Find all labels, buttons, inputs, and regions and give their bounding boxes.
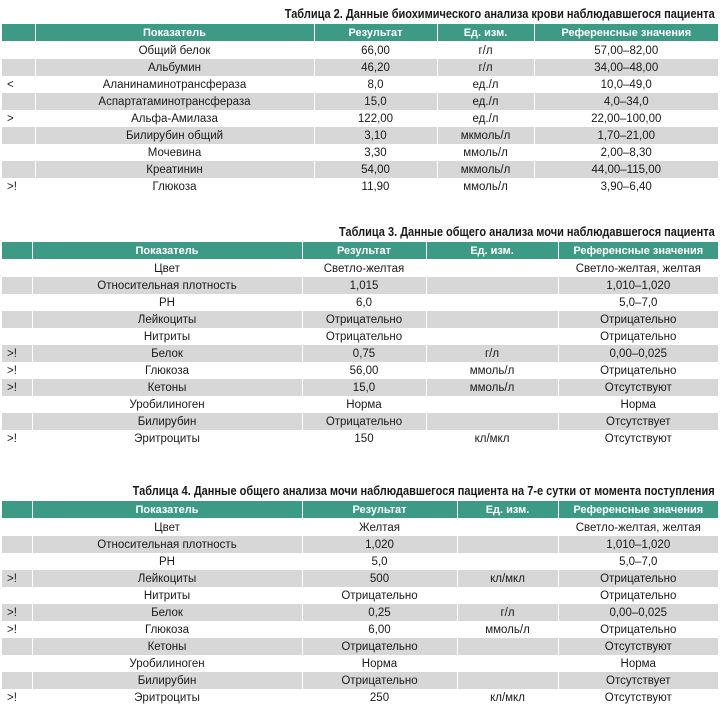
cell-result: Отрицательно bbox=[302, 311, 426, 328]
cell-flag bbox=[2, 413, 32, 430]
cell-reference: Отрицательно bbox=[558, 570, 718, 587]
header-reference: Референсные значения bbox=[558, 501, 718, 519]
cell-result: 3,10 bbox=[314, 127, 437, 144]
cell-indicator: Эритроциты bbox=[32, 430, 302, 447]
cell-result: 15,0 bbox=[302, 379, 426, 396]
table-row bbox=[2, 519, 718, 537]
cell-unit bbox=[426, 396, 558, 413]
cell-unit bbox=[457, 519, 558, 537]
table-row bbox=[2, 110, 718, 127]
cell-result: 0,75 bbox=[302, 345, 426, 362]
cell-reference: Отсутствуют bbox=[558, 379, 718, 396]
cell-unit: ед./л bbox=[437, 110, 534, 127]
cell-indicator: Уробилиноген bbox=[32, 655, 302, 672]
table-row bbox=[2, 638, 718, 655]
cell-reference: Отсутствует bbox=[558, 413, 718, 430]
cell-flag: >! bbox=[2, 345, 32, 362]
cell-unit: кл/мкл bbox=[426, 430, 558, 447]
table2-header-row bbox=[2, 24, 718, 42]
cell-flag: > bbox=[2, 110, 35, 127]
cell-indicator: Креатинин bbox=[35, 161, 314, 178]
cell-unit: г/л bbox=[457, 604, 558, 621]
table2-section bbox=[0, 4, 720, 195]
table-row bbox=[2, 42, 718, 60]
table-row bbox=[2, 604, 718, 621]
cell-indicator: Билирубин общий bbox=[35, 127, 314, 144]
cell-flag bbox=[2, 672, 32, 689]
cell-reference: Отрицательно bbox=[558, 362, 718, 379]
cell-flag bbox=[2, 328, 32, 345]
cell-reference: 1,010–1,020 bbox=[558, 277, 718, 294]
cell-reference: 4,0–34,0 bbox=[534, 93, 718, 110]
header-unit: Ед. изм. bbox=[457, 501, 558, 519]
header-result: Результат bbox=[314, 24, 437, 42]
table-row bbox=[2, 536, 718, 553]
cell-unit bbox=[426, 277, 558, 294]
header-reference: Референсные значения bbox=[534, 24, 718, 42]
cell-flag: >! bbox=[2, 689, 32, 706]
cell-result: 6,00 bbox=[302, 621, 457, 638]
cell-flag bbox=[2, 277, 32, 294]
cell-result: 1,015 bbox=[302, 277, 426, 294]
cell-flag: >! bbox=[2, 604, 32, 621]
cell-unit bbox=[457, 536, 558, 553]
cell-indicator: Глюкоза bbox=[32, 621, 302, 638]
header-reference: Референсные значения bbox=[558, 242, 718, 260]
cell-flag bbox=[2, 42, 35, 60]
cell-indicator: Альфа-Амилаза bbox=[35, 110, 314, 127]
cell-unit: ммоль/л bbox=[457, 621, 558, 638]
cell-indicator: Нитриты bbox=[32, 328, 302, 345]
cell-indicator: PH bbox=[32, 553, 302, 570]
table-row bbox=[2, 379, 718, 396]
cell-flag bbox=[2, 638, 32, 655]
cell-indicator: Альбумин bbox=[35, 59, 314, 76]
header-indicator: Показатель bbox=[32, 501, 302, 519]
cell-indicator: Глюкоза bbox=[35, 178, 314, 195]
cell-unit: ед./л bbox=[437, 93, 534, 110]
cell-reference: Норма bbox=[558, 655, 718, 672]
cell-unit: ед./л bbox=[437, 76, 534, 93]
cell-reference: Норма bbox=[558, 396, 718, 413]
table-row bbox=[2, 621, 718, 638]
cell-flag: >! bbox=[2, 621, 32, 638]
cell-indicator: Аспартатаминотрансфераза bbox=[35, 93, 314, 110]
table3 bbox=[2, 242, 718, 447]
cell-flag: >! bbox=[2, 570, 32, 587]
cell-result: 1,020 bbox=[302, 536, 457, 553]
cell-unit bbox=[457, 553, 558, 570]
cell-indicator: Глюкоза bbox=[32, 362, 302, 379]
cell-unit: кл/мкл bbox=[457, 570, 558, 587]
cell-indicator: Лейкоциты bbox=[32, 570, 302, 587]
table-row bbox=[2, 311, 718, 328]
cell-indicator: Белок bbox=[32, 604, 302, 621]
cell-unit bbox=[457, 655, 558, 672]
cell-indicator: Кетоны bbox=[32, 638, 302, 655]
cell-unit bbox=[426, 413, 558, 430]
table-row bbox=[2, 570, 718, 587]
table-row bbox=[2, 277, 718, 294]
cell-indicator: Общий белок bbox=[35, 42, 314, 60]
table-row bbox=[2, 430, 718, 447]
cell-result: 54,00 bbox=[314, 161, 437, 178]
cell-indicator: Кетоны bbox=[32, 379, 302, 396]
table-row bbox=[2, 396, 718, 413]
cell-reference: Отрицательно bbox=[558, 587, 718, 604]
cell-indicator: PH bbox=[32, 294, 302, 311]
cell-flag bbox=[2, 396, 32, 413]
cell-reference: 2,00–8,30 bbox=[534, 144, 718, 161]
cell-reference: 5,0–7,0 bbox=[558, 553, 718, 570]
cell-reference: 1,010–1,020 bbox=[558, 536, 718, 553]
cell-reference: 57,00–82,00 bbox=[534, 42, 718, 60]
cell-reference: Отсутствуют bbox=[558, 689, 718, 706]
table-row bbox=[2, 294, 718, 311]
cell-result: 6,0 bbox=[302, 294, 426, 311]
table3-header-row bbox=[2, 242, 718, 260]
header-indicator: Показатель bbox=[32, 242, 302, 260]
cell-flag: >! bbox=[2, 362, 32, 379]
cell-reference: Отрицательно bbox=[558, 328, 718, 345]
table4-header-row bbox=[2, 501, 718, 519]
table3-section bbox=[0, 222, 720, 447]
header-unit: Ед. изм. bbox=[426, 242, 558, 260]
cell-result: 8,0 bbox=[314, 76, 437, 93]
cell-unit bbox=[426, 260, 558, 278]
table-row bbox=[2, 672, 718, 689]
cell-reference: 34,00–48,00 bbox=[534, 59, 718, 76]
cell-flag bbox=[2, 294, 32, 311]
cell-reference: Отсутствуют bbox=[558, 638, 718, 655]
cell-reference: 22,00–100,00 bbox=[534, 110, 718, 127]
cell-unit bbox=[457, 587, 558, 604]
cell-reference: Светло-желтая, желтая bbox=[558, 519, 718, 537]
cell-flag bbox=[2, 144, 35, 161]
cell-result: 56,00 bbox=[302, 362, 426, 379]
cell-reference: 0,00–0,025 bbox=[558, 345, 718, 362]
cell-flag: >! bbox=[2, 379, 32, 396]
cell-flag bbox=[2, 161, 35, 178]
cell-result: Отрицательно bbox=[302, 672, 457, 689]
cell-result: Желтая bbox=[302, 519, 457, 537]
cell-unit: г/л bbox=[426, 345, 558, 362]
cell-result: Отрицательно bbox=[302, 413, 426, 430]
cell-result: 15,0 bbox=[314, 93, 437, 110]
cell-result: 122,00 bbox=[314, 110, 437, 127]
cell-unit: г/л bbox=[437, 42, 534, 60]
table2-title: Таблица 2. Данные биохимического анализа крови наблюдавшегося пациента bbox=[284, 7, 715, 21]
table-row bbox=[2, 328, 718, 345]
cell-flag: >! bbox=[2, 178, 35, 195]
cell-result: 0,25 bbox=[302, 604, 457, 621]
cell-indicator: Эритроциты bbox=[32, 689, 302, 706]
cell-flag bbox=[2, 93, 35, 110]
cell-reference: 10,0–49,0 bbox=[534, 76, 718, 93]
cell-indicator: Лейкоциты bbox=[32, 311, 302, 328]
cell-unit bbox=[426, 328, 558, 345]
cell-unit bbox=[457, 672, 558, 689]
table-row bbox=[2, 362, 718, 379]
cell-indicator: Белок bbox=[32, 345, 302, 362]
cell-result: Светло-желтая bbox=[302, 260, 426, 278]
cell-flag bbox=[2, 127, 35, 144]
table-row bbox=[2, 93, 718, 110]
cell-reference: Светло-желтая, желтая bbox=[558, 260, 718, 278]
cell-indicator: Аланинаминотрансфераза bbox=[35, 76, 314, 93]
cell-unit: мкмоль/л bbox=[437, 161, 534, 178]
cell-flag bbox=[2, 59, 35, 76]
table-row bbox=[2, 144, 718, 161]
table4 bbox=[2, 501, 718, 706]
table-row bbox=[2, 655, 718, 672]
cell-result: Отрицательно bbox=[302, 638, 457, 655]
table-row bbox=[2, 127, 718, 144]
cell-reference: 3,90–6,40 bbox=[534, 178, 718, 195]
cell-unit bbox=[426, 311, 558, 328]
cell-unit: ммоль/л bbox=[437, 178, 534, 195]
cell-reference: 0,00–0,025 bbox=[558, 604, 718, 621]
table-row bbox=[2, 345, 718, 362]
header-indicator: Показатель bbox=[35, 24, 314, 42]
header-flag bbox=[2, 242, 32, 260]
header-result: Результат bbox=[302, 501, 457, 519]
header-result: Результат bbox=[302, 242, 426, 260]
table-row bbox=[2, 553, 718, 570]
cell-flag bbox=[2, 519, 32, 537]
cell-result: 5,0 bbox=[302, 553, 457, 570]
cell-indicator: Мочевина bbox=[35, 144, 314, 161]
header-flag bbox=[2, 24, 35, 42]
cell-result: Отрицательно bbox=[302, 328, 426, 345]
cell-indicator: Уробилиноген bbox=[32, 396, 302, 413]
cell-unit bbox=[426, 294, 558, 311]
cell-result: Отрицательно bbox=[302, 587, 457, 604]
cell-flag bbox=[2, 311, 32, 328]
cell-result: 500 bbox=[302, 570, 457, 587]
cell-result: 150 bbox=[302, 430, 426, 447]
cell-indicator: Цвет bbox=[32, 260, 302, 278]
cell-reference: 44,00–115,00 bbox=[534, 161, 718, 178]
cell-reference: Отсутствуют bbox=[558, 430, 718, 447]
header-unit: Ед. изм. bbox=[437, 24, 534, 42]
table-row bbox=[2, 161, 718, 178]
cell-unit: ммоль/л bbox=[437, 144, 534, 161]
cell-reference: 5,0–7,0 bbox=[558, 294, 718, 311]
table-row bbox=[2, 689, 718, 706]
table2 bbox=[2, 24, 718, 195]
table-row bbox=[2, 587, 718, 604]
cell-flag bbox=[2, 260, 32, 278]
cell-indicator: Нитриты bbox=[32, 587, 302, 604]
cell-indicator: Относительная плотность bbox=[32, 536, 302, 553]
cell-result: 250 bbox=[302, 689, 457, 706]
cell-indicator: Цвет bbox=[32, 519, 302, 537]
cell-result: Норма bbox=[302, 396, 426, 413]
cell-flag bbox=[2, 655, 32, 672]
cell-reference: Отрицательно bbox=[558, 311, 718, 328]
cell-reference: Отрицательно bbox=[558, 621, 718, 638]
header-flag bbox=[2, 501, 32, 519]
cell-indicator: Билирубин bbox=[32, 672, 302, 689]
cell-result: 11,90 bbox=[314, 178, 437, 195]
cell-result: 3,30 bbox=[314, 144, 437, 161]
cell-unit: кл/мкл bbox=[457, 689, 558, 706]
cell-unit: г/л bbox=[437, 59, 534, 76]
cell-result: 46,20 bbox=[314, 59, 437, 76]
cell-unit bbox=[457, 638, 558, 655]
cell-indicator: Билирубин bbox=[32, 413, 302, 430]
cell-reference: 1,70–21,00 bbox=[534, 127, 718, 144]
cell-reference: Отсутствует bbox=[558, 672, 718, 689]
cell-flag: < bbox=[2, 76, 35, 93]
table-row bbox=[2, 260, 718, 278]
table-row bbox=[2, 76, 718, 93]
cell-flag bbox=[2, 553, 32, 570]
cell-flag bbox=[2, 536, 32, 553]
cell-unit: мкмоль/л bbox=[437, 127, 534, 144]
table-row bbox=[2, 413, 718, 430]
cell-flag: >! bbox=[2, 430, 32, 447]
cell-flag bbox=[2, 587, 32, 604]
table3-title: Таблица 3. Данные общего анализа мочи наблюдавшегося пациента bbox=[339, 225, 715, 239]
cell-result: 66,00 bbox=[314, 42, 437, 60]
cell-unit: ммоль/л bbox=[426, 362, 558, 379]
table4-title: Таблица 4. Данные общего анализа мочи наблюдавшегося пациента на 7-е сутки от момента поступления bbox=[132, 484, 715, 498]
cell-unit: ммоль/л bbox=[426, 379, 558, 396]
table4-section bbox=[0, 481, 720, 706]
table-row bbox=[2, 178, 718, 195]
table-row bbox=[2, 59, 718, 76]
cell-indicator: Относительная плотность bbox=[32, 277, 302, 294]
cell-result: Норма bbox=[302, 655, 457, 672]
